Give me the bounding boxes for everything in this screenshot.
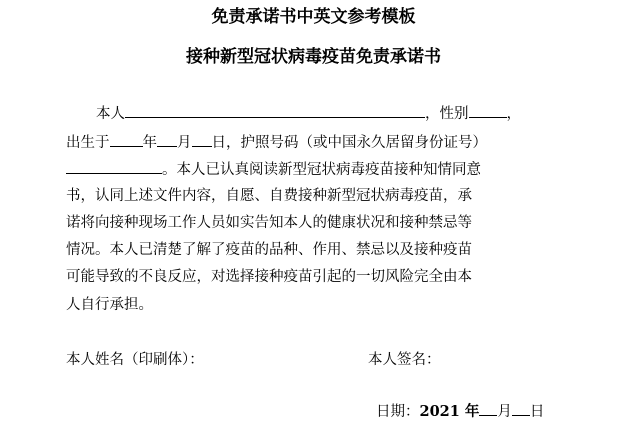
document-subtitle: 接种新型冠状病毒疫苗免责承诺书 <box>186 47 441 67</box>
paragraph-line-8: 人自行承担。 <box>66 297 153 313</box>
date-label: 日期： <box>376 404 420 420</box>
passport-label: 日，护照号码（或中国永久居留身份证号） <box>211 135 487 151</box>
birth-day-blank[interactable] <box>192 132 212 147</box>
born-label: 出生于 <box>66 135 110 151</box>
paragraph-line-6: 情况。本人已清楚了解了疫苗的品种、作用、禁忌以及接种疫苗 <box>66 242 472 258</box>
date-year: 2021 年 <box>419 403 480 420</box>
gender-blank[interactable] <box>469 103 507 118</box>
line-3-text: 。本人已认真阅读新型冠状病毒疫苗接种知情同意 <box>162 162 481 178</box>
birth-year-blank[interactable] <box>110 132 143 147</box>
name-blank[interactable] <box>125 103 425 118</box>
document-title: 免责承诺书中英文参考模板 <box>211 7 416 27</box>
paragraph-line-7: 可能导致的不良反应，对选择接种疫苗引起的一切风险完全由本 <box>66 269 472 285</box>
comma: ， <box>506 106 521 122</box>
birth-month-blank[interactable] <box>157 132 177 147</box>
gender-label: ，性别 <box>425 106 469 122</box>
date-month-label: 月 <box>497 404 512 420</box>
paragraph-line-2 <box>66 132 556 153</box>
printed-name-label: 本人姓名（印刷体）： <box>66 352 204 368</box>
paragraph-line-4: 书，认同上述文件内容，自愿、自费接种新型冠状病毒疫苗，承 <box>66 188 472 204</box>
signature-label: 本人签名： <box>368 352 441 368</box>
self-label: 本人 <box>96 106 125 122</box>
date-month-blank[interactable] <box>479 401 497 416</box>
month-label: 月 <box>177 135 192 151</box>
passport-blank[interactable] <box>66 159 162 174</box>
date-day-blank[interactable] <box>512 401 530 416</box>
paragraph-line-1 <box>96 103 586 124</box>
date-day-label: 日 <box>529 404 545 420</box>
year-label: 年 <box>142 135 157 151</box>
paragraph-line-5: 诺将向接种现场工作人员如实告知本人的健康状况和接种禁忌等 <box>66 215 472 231</box>
paragraph-line-3 <box>66 159 556 180</box>
date-line <box>376 401 544 422</box>
